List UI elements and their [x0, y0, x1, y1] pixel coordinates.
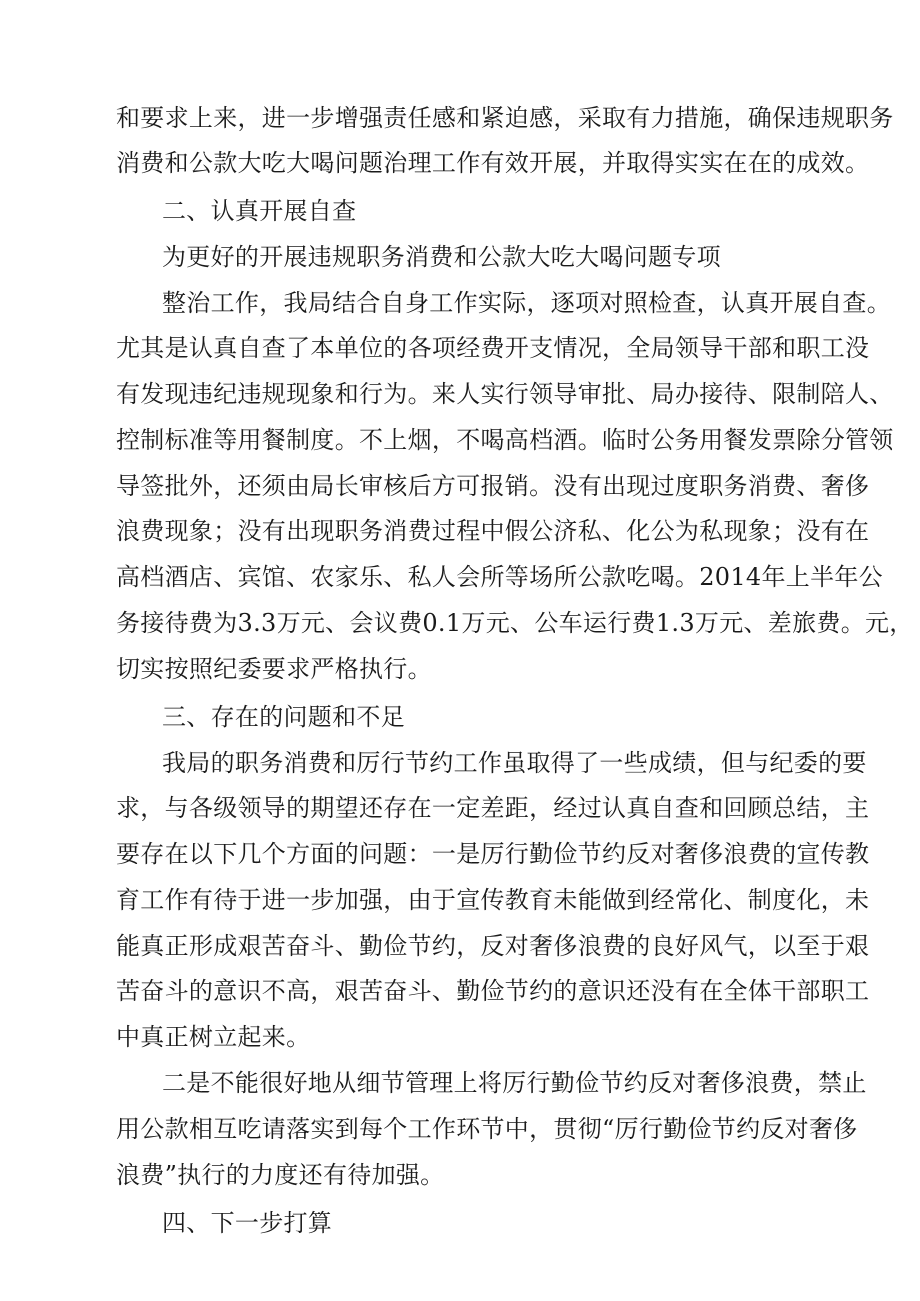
text-line: 能真正形成艰苦奋斗、勤俭节约，反对奢侈浪费的良好风气，以至于艰 [116, 932, 870, 960]
text-line: 导签批外，还须由局长审核后方可报销。没有出现过度职务消费、奢侈 [116, 472, 870, 500]
text-line: 二是不能很好地从细节管理上将厉行勤俭节约反对奢侈浪费，禁止 [162, 1069, 867, 1097]
text-line: 育工作有待于进一步加强，由于宣传教育未能做到经常化、制度化，未 [116, 886, 870, 914]
text-line: 尤其是认真自查了本单位的各项经费开支情况，全局领导干部和职工没 [116, 334, 870, 362]
text-line: 和要求上来，进一步增强责任感和紧迫感，采取有力措施，确保违规职务 [116, 104, 894, 132]
text-line: 整治工作，我局结合自身工作实际，逐项对照检查，认真开展自查。 [162, 289, 891, 317]
text-line: 我局的职务消费和厉行节约工作虽取得了一些成绩，但与纪委的要 [162, 749, 867, 777]
text-line: 控制标准等用餐制度。不上烟，不喝高档酒。临时公务用餐发票除分管领 [116, 426, 894, 454]
text-line: 切实按照纪委要求严格执行。 [116, 655, 432, 683]
text-line: 苦奋斗的意识不高，艰苦奋斗、勤俭节约的意识还没有在全体干部职工 [116, 977, 870, 1005]
section-heading: 三、存在的问题和不足 [162, 703, 405, 731]
text-line: 有发现违纪违规现象和行为。来人实行领导审批、局办接待、限制陪人、 [116, 380, 894, 408]
section-heading: 四、下一步打算 [162, 1209, 333, 1237]
text-line: 高档酒店、宾馆、农家乐、私人会所等场所公款吃喝。2014年上半年公 [116, 563, 883, 591]
text-line: 用公款相互吃请落实到每个工作环节中，贯彻“厉行勤俭节约反对奢侈 [116, 1115, 858, 1143]
text-line: 为更好的开展违规职务消费和公款大吃大喝问题专项 [162, 243, 721, 271]
text-line: 消费和公款大吃大喝问题治理工作有效开展，并取得实实在在的成效。 [116, 149, 870, 177]
text-line: 务接待费为3.3万元、会议费0.1万元、公车运行费1.3万元、差旅费。元， [116, 609, 914, 637]
text-line: 浪费现象；没有出现职务消费过程中假公济私、化公为私现象；没有在 [116, 517, 870, 545]
text-line: 求，与各级领导的期望还存在一定差距，经过认真自查和回顾总结，主 [116, 794, 870, 822]
text-line: 中真正树立起来。 [116, 1023, 311, 1051]
section-heading: 二、认真开展自查 [162, 197, 357, 225]
text-line: 要存在以下几个方面的问题：一是厉行勤俭节约反对奢侈浪费的宣传教 [116, 840, 870, 868]
text-line: 浪费”执行的力度还有待加强。 [116, 1161, 445, 1189]
